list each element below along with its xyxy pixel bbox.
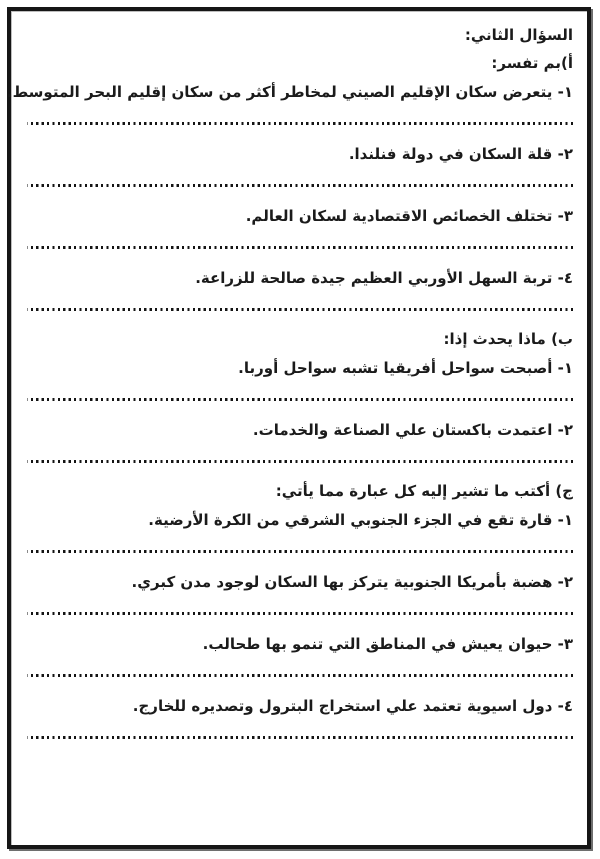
answer-line-row xyxy=(27,232,573,263)
question-item: ١- قارة تقع في الجزء الجنوبي الشرقي من الكرة الأرضية. xyxy=(148,511,573,529)
question-title-row xyxy=(27,21,573,49)
section-a-item-1-row xyxy=(6,77,573,108)
question-item: ١- يتعرض سكان الإقليم الصيني لمخاطر أكثر من سكان إقليم البحر المتوسط. xyxy=(6,83,573,101)
answer-line-row xyxy=(27,446,573,477)
section-a-item-4-row xyxy=(27,263,573,294)
section-c-label: ج) أكتب ما تشير إليه كل عبارة مما يأتي: xyxy=(275,481,573,500)
answer-dotted-line xyxy=(27,460,573,463)
section-a-header-row xyxy=(27,49,573,77)
question-item: ٢- اعتمدت باكستان علي الصناعة والخدمات. xyxy=(252,421,573,439)
answer-line-row xyxy=(27,170,573,201)
answer-line-row xyxy=(27,722,573,753)
answer-dotted-line xyxy=(27,612,573,615)
answer-dotted-line xyxy=(27,398,573,401)
section-a-item-2-row xyxy=(27,139,573,170)
section-c-header-row xyxy=(27,477,573,505)
answer-dotted-line xyxy=(27,736,573,739)
section-a-item-3-row xyxy=(27,201,573,232)
answer-dotted-line xyxy=(27,550,573,553)
section-c-item-2-row xyxy=(27,567,573,598)
answer-line-row xyxy=(27,536,573,567)
answer-line-row xyxy=(27,294,573,325)
answer-dotted-line xyxy=(27,246,573,249)
answer-line-row xyxy=(27,384,573,415)
answer-line-row xyxy=(27,598,573,629)
question-item: ٣- حيوان يعيش في المناطق التي تنمو بها طحالب. xyxy=(202,635,573,653)
question-title: السؤال الثاني: xyxy=(464,25,573,44)
answer-line-row xyxy=(27,108,573,139)
question-item: ٢- هضبة بأمريكا الجنوبية يتركز بها السكان لوجود مدن كبري. xyxy=(131,573,573,591)
question-item: ٤- تربة السهل الأوربي العظيم جيدة صالحة للزراعة. xyxy=(195,269,573,287)
question-item: ٣- تختلف الخصائص الاقتصادية لسكان العالم. xyxy=(245,207,573,225)
section-c-item-4-row xyxy=(27,691,573,722)
answer-dotted-line xyxy=(27,308,573,311)
section-c-item-1-row xyxy=(27,505,573,536)
section-a-label: أ)بم تفسر: xyxy=(491,53,573,72)
worksheet-content xyxy=(6,21,573,837)
answer-dotted-line xyxy=(27,674,573,677)
worksheet-page-border xyxy=(7,7,591,849)
answer-dotted-line xyxy=(27,184,573,187)
answer-dotted-line xyxy=(27,122,573,125)
section-b-item-1-row xyxy=(27,353,573,384)
section-b-header-row xyxy=(27,325,573,353)
section-c-item-3-row xyxy=(27,629,573,660)
section-b-label: ب) ماذا يحدث إذا: xyxy=(443,329,573,348)
answer-line-row xyxy=(27,660,573,691)
section-b-item-2-row xyxy=(27,415,573,446)
question-item: ٤- دول اسيوية تعتمد علي استخراج البترول وتصديره للخارج. xyxy=(132,697,573,715)
question-item: ١- أصبحت سواحل أفريقيا تشبه سواحل أوربا. xyxy=(238,359,573,377)
question-item: ٢- قلة السكان في دولة فنلندا. xyxy=(348,145,573,163)
